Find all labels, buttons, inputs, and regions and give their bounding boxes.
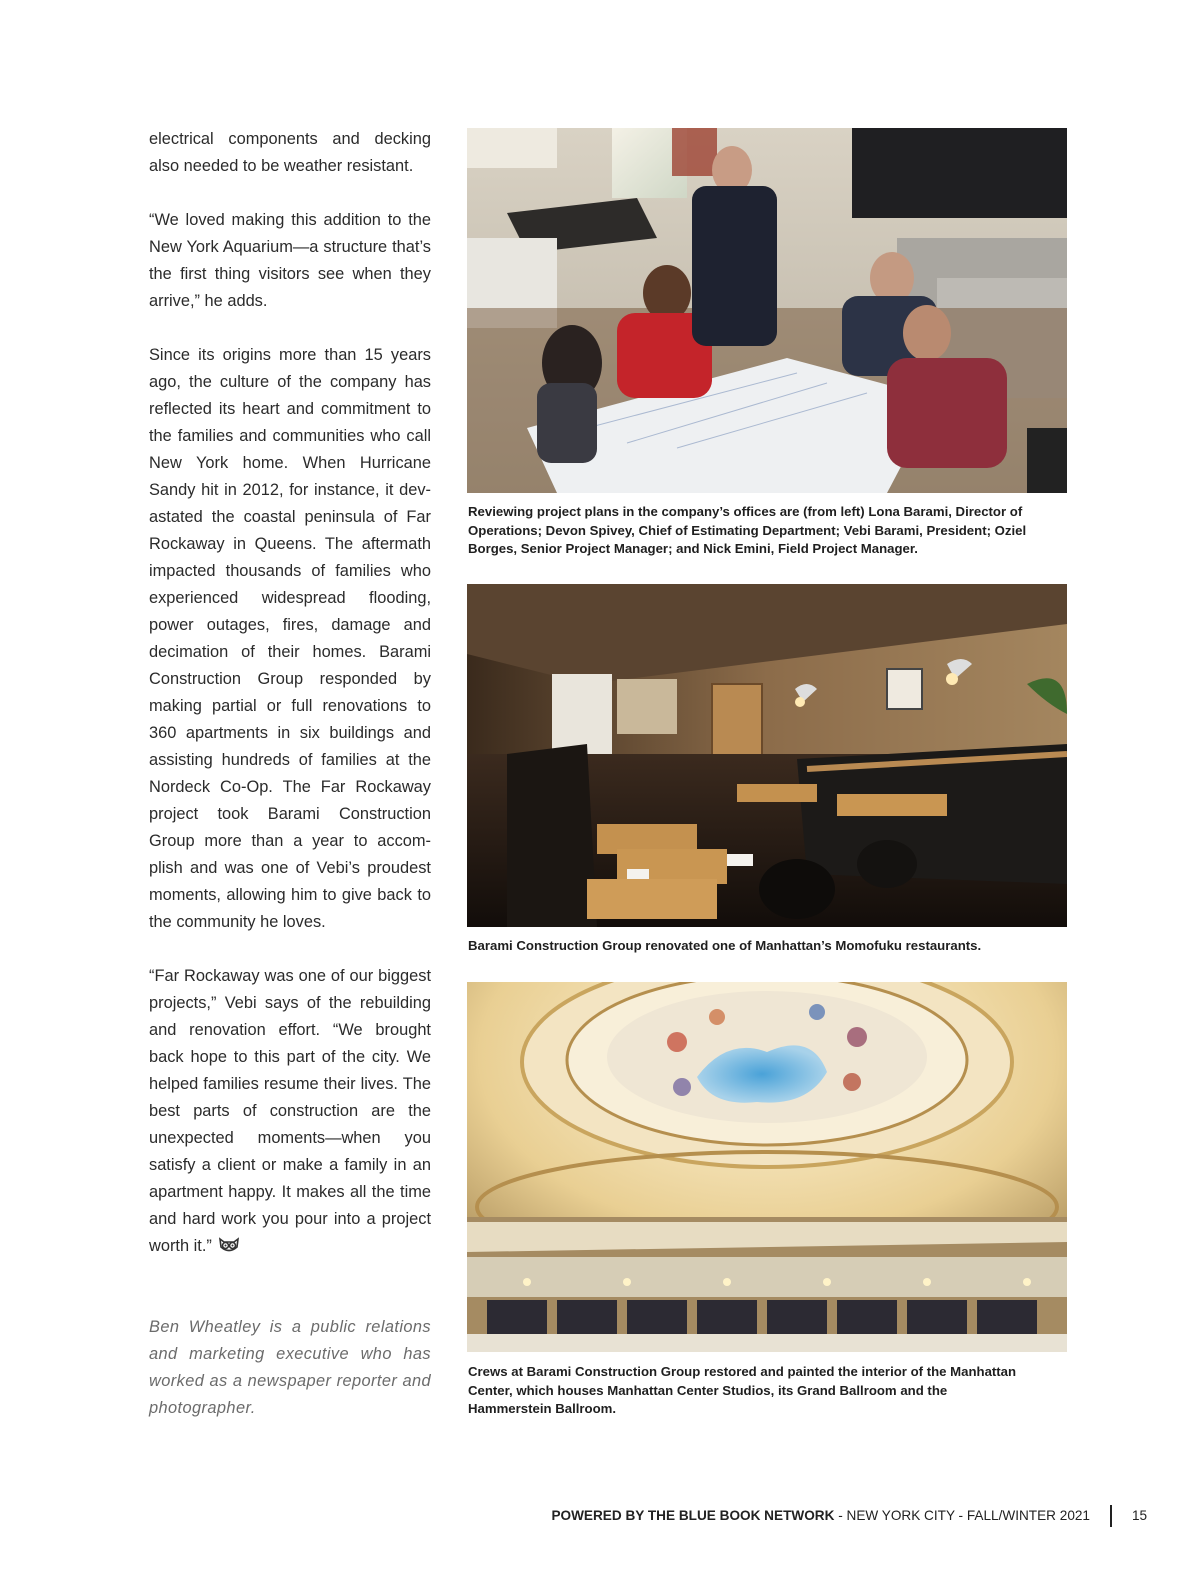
article-paragraph: “We loved making this addition to the New York Aquarium—a structure that’s the first thing visitors see when they arrive,” he adds. xyxy=(149,211,431,310)
photo-caption: Crews at Barami Construction Group restored and painted the interior of the Manhattan Center, which houses Manhattan Center Studios, its Grand Ballroom and the Hammerstein Ballroom. xyxy=(468,1364,1017,1416)
article-paragraph-final xyxy=(149,963,431,1260)
article-paragraph: Since its origins more than 15 years ago, the culture of the company has reflected its heart and commitment to the families and communities who call New York home. When Hurricane Sandy hit in 2012, for instance, it dev-astated the coastal peninsula of Far Rockaway in Queens. The aftermath impacted thousands of families who experienced widespread flooding, power outages, fires, damage and decimation of their homes. Barami Construction Group responded by making partial or full renovations to 360 apartments in six buildings and assisting hundreds of families at the Nordeck Co-Op. The Far Rockaway project took Barami Construction Group more than a year to accom-plish and was one of Vebi’s proudest moments, allowing him to give back to the community he loves. xyxy=(149,346,431,931)
footer-brand: POWERED BY THE BLUE BOOK NETWORK xyxy=(551,1508,835,1523)
owl-icon xyxy=(218,1237,240,1253)
footer-divider xyxy=(1110,1505,1112,1527)
office-meeting-photo xyxy=(467,128,1067,493)
page-number: 15 xyxy=(1132,1508,1148,1523)
ballroom-photo xyxy=(467,982,1067,1352)
photo-caption: Reviewing project plans in the company’s offices are (from left) Lona Barami, Director of Operations; Devon Spivey, Chief of Estimating Department; Vebi Barami, President; Oziel Borges, Senior Project Manager; and Nick Emini, Field Project Manager. xyxy=(468,504,1027,556)
author-bio: Ben Wheatley is a public relations and marketing executive who has worked as a newspaper reporter and photographer. xyxy=(149,1318,431,1417)
restaurant-photo xyxy=(467,584,1067,927)
article-paragraph-text: “Far Rockaway was one of our biggest projects,” Vebi says of the rebuilding and renovation effort. “We brought back hope to this part of the city. We helped families resume their lives. The best parts of construction are the unexpected moments—when you satisfy a client or make a family in an apartment happy. It makes all the time and hard work you pour into a project worth it.” xyxy=(149,967,431,1255)
page-footer xyxy=(551,1508,1090,1523)
article-text-column xyxy=(149,126,431,1449)
footer-edition: - NEW YORK CITY - FALL/WINTER 2021 xyxy=(834,1508,1090,1523)
article-paragraph: electrical components and decking also needed to be weather resistant. xyxy=(149,130,431,175)
photo-caption: Barami Construction Group renovated one of Manhattan’s Momofuku restaurants. xyxy=(468,938,982,953)
